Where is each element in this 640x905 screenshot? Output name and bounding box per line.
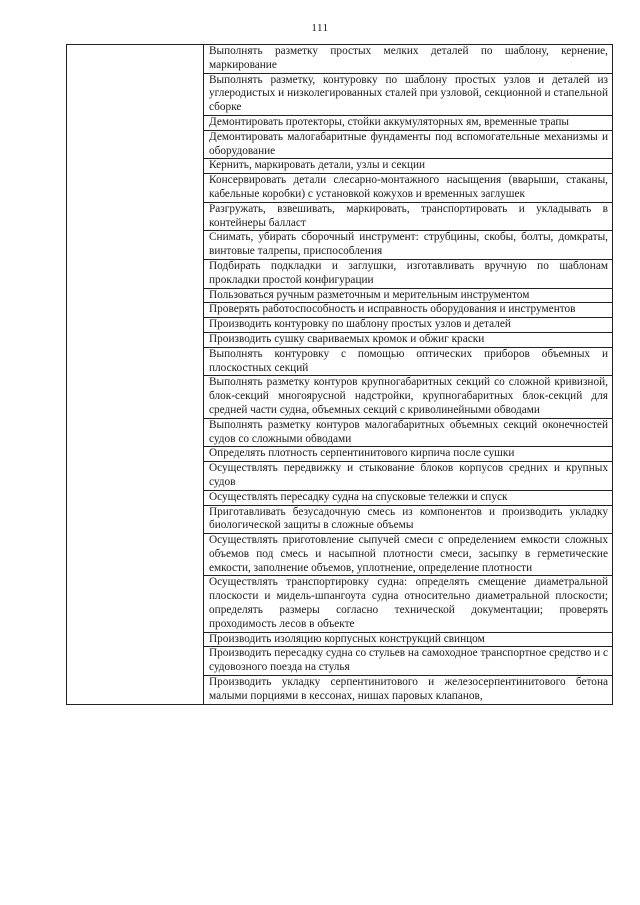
table-cell: Консервировать детали слесарно-монтажного насыщения (вварыши, стаканы, кабельные коробки) с установкой кожухов и временных заглушек: [204, 174, 613, 203]
table-cell: Производить сушку свариваемых кромок и обжиг краски: [204, 332, 613, 347]
table-cell: Кернить, маркировать детали, узлы и секции: [204, 159, 613, 174]
table-cell: Выполнять разметку контуров крупногабаритных секций со сложной кривизной, блок-секций многоярусной надстройки, крупногабаритных блок-секций для средней части судна, объемных секций с криволинейными обводами: [204, 376, 613, 418]
table-cell: Определять плотность серпентинитового кирпича после сушки: [204, 447, 613, 462]
table-cell: Производить пересадку судна со стульев на самоходное транспортное средство и с судовозного поезда на стулья: [204, 647, 613, 676]
table-cell: Выполнять контуровку с помощью оптических приборов объемных и плоскостных секций: [204, 347, 613, 376]
table-cell: Демонтировать малогабаритные фундаменты под вспомогательные механизмы и оборудование: [204, 130, 613, 159]
table-cell: Разгружать, взвешивать, маркировать, транспортировать и укладывать в контейнеры балласт: [204, 202, 613, 231]
table-cell: Подбирать подкладки и заглушки, изготавливать вручную по шаблонам прокладки простой конфигурации: [204, 259, 613, 288]
table-cell: Осуществлять передвижку и стыкование блоков корпусов средних и крупных судов: [204, 462, 613, 491]
table-cell: Проверять работоспособность и исправность оборудования и инструментов: [204, 303, 613, 318]
table-row: [67, 45, 613, 74]
table-cell: Выполнять разметку, контуровку по шаблону простых узлов и деталей из углеродистых и низколегированных сталей при узловой, секционной и стапельной сборке: [204, 73, 613, 115]
table-cell: Пользоваться ручным разметочным и мерительным инструментом: [204, 288, 613, 303]
left-column-empty-cell: [67, 45, 204, 705]
table-cell: Приготавливать безусадочную смесь из компонентов и производить укладку биологической защиты в сложные объемы: [204, 505, 613, 534]
table-cell: Производить изоляцию корпусных конструкций свинцом: [204, 632, 613, 647]
table-cell: Осуществлять приготовление сыпучей смеси с определением емкости сложных объемов под смесь и насыпной плотности смеси, засыпку в герметические емкости, заполнение объемов, уплотнение, определение плотности: [204, 534, 613, 576]
table-cell: Производить укладку серпентинитового и железосерпентинитового бетона малыми порциями в кессонах, нишах паровых клапанов,: [204, 676, 613, 705]
table-cell: Производить контуровку по шаблону простых узлов и деталей: [204, 318, 613, 333]
table-cell: Выполнять разметку контуров малогабаритных объемных секций оконечностей судов со сложными обводами: [204, 418, 613, 447]
page-number: 111: [311, 22, 329, 34]
table-cell: Демонтировать протекторы, стойки аккумуляторных ям, временные трапы: [204, 115, 613, 130]
labor-actions-table: [66, 44, 613, 705]
table-cell: Снимать, убирать сборочный инструмент: струбцины, скобы, болты, домкраты, винтовые талрепы, приспособления: [204, 231, 613, 260]
table-cell: Выполнять разметку простых мелких деталей по шаблону, кернение, маркирование: [204, 45, 613, 74]
table-cell: Осуществлять транспортировку судна: определять смещение диаметральной плоскости и мидель-шпангоута судна относительно диаметральной плоскости; определять размеры согласно технической документации; проверять проходимость лесов в объекте: [204, 576, 613, 632]
table-cell: Осуществлять пересадку судна на спусковые тележки и спуск: [204, 490, 613, 505]
